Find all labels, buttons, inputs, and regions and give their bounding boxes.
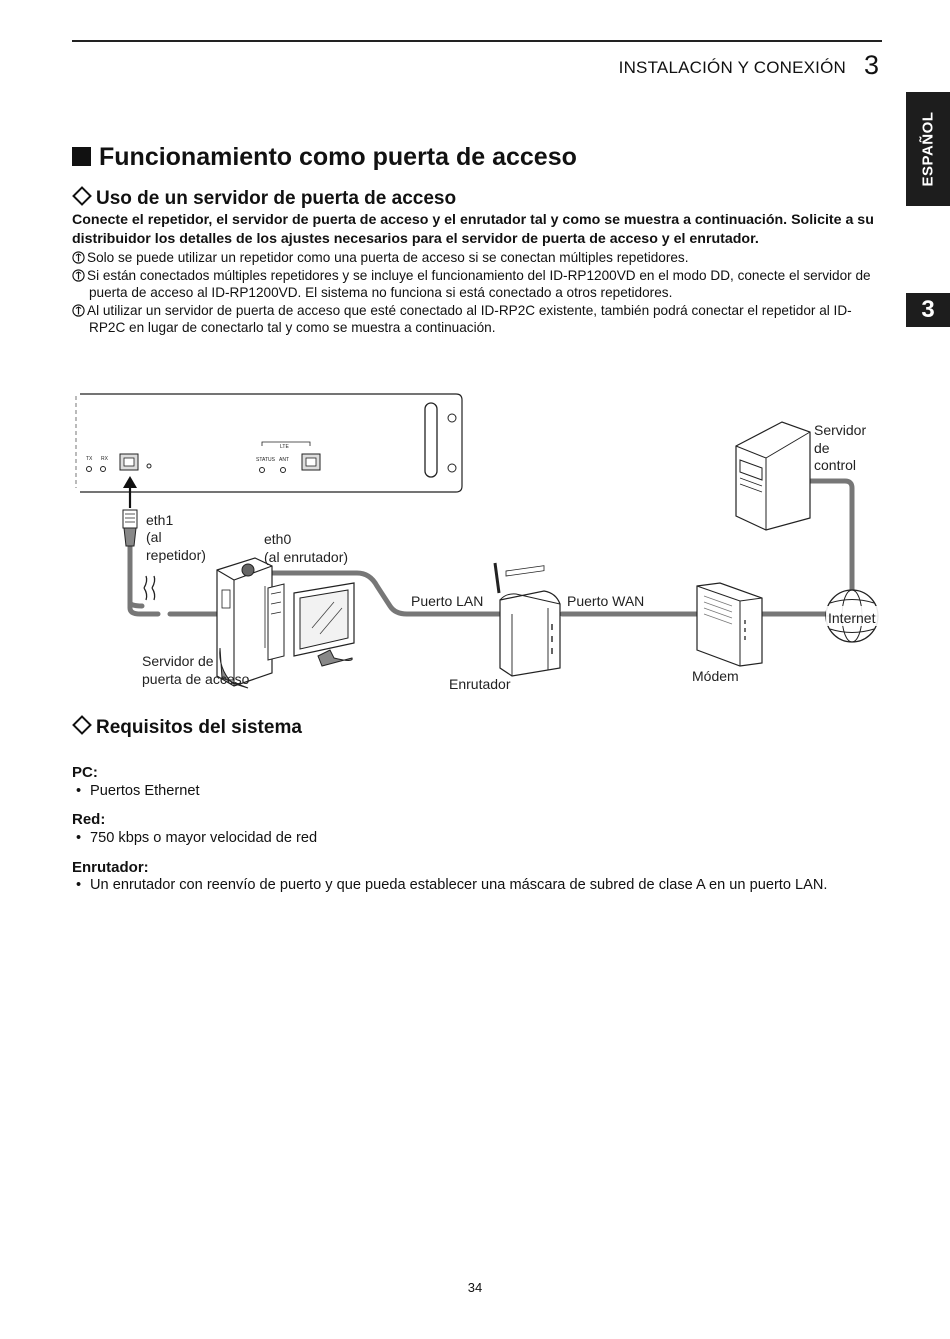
diamond-icon <box>72 715 92 735</box>
ethernet-plug-icon <box>123 510 137 546</box>
eth1-label-1: eth1 <box>146 512 174 528</box>
gateway-server-icon <box>217 558 284 688</box>
requirement-label-router: Enrutador: <box>72 859 149 876</box>
control-server-icon <box>736 422 810 530</box>
wan-port-label: Puerto WAN <box>567 593 645 609</box>
rx-label: RX <box>101 456 108 462</box>
intro-paragraph: Conecte el repetidor, el servidor de puerta de acceso y el enrutador tal y como se muestra a continuación. Solicite a su distribuidor los detalles de los ajustes necesarios para el servidor de puerta de acceso y el enrutador. <box>72 212 874 247</box>
control-server-label-2: de <box>814 440 830 456</box>
repeater-panel <box>76 394 462 492</box>
ant-label: ANT <box>279 457 289 463</box>
requirement-item-router: • Un enrutador con reenvío de puerto y que pueda establecer una máscara de subred de clase A en un puerto LAN. <box>76 877 828 893</box>
section-title-text: Funcionamiento como puerta de acceso <box>99 143 577 171</box>
header-section-title: INSTALACIÓN Y CONEXIÓN <box>618 58 846 77</box>
page-number: 34 <box>467 1280 483 1295</box>
lan-port-label: Puerto LAN <box>411 593 484 609</box>
eth1-label-2: (al <box>146 529 162 545</box>
router-icon <box>495 563 560 676</box>
control-server-label-3: control <box>814 457 857 473</box>
router-label: Enrutador <box>449 676 511 692</box>
subsection-title-text: Uso de un servidor de puerta de acceso <box>96 188 457 209</box>
network-diagram <box>72 388 892 708</box>
chapter-tab: 3 <box>906 293 950 327</box>
section-title <box>72 143 577 172</box>
gateway-server-label-1: Servidor de <box>142 653 214 669</box>
subsection-title-text: Requisitos del sistema <box>96 717 302 738</box>
control-server-label-1: Servidor <box>814 422 867 438</box>
eth1-label-3: repetidor) <box>146 547 206 563</box>
requirement-item-network: • 750 kbps o mayor velocidad de red <box>76 830 318 846</box>
header-chapter-number: 3 <box>864 50 880 80</box>
internet-label: Internet <box>828 610 876 626</box>
eth0-label-2: (al enrutador) <box>264 549 349 565</box>
info-icon <box>72 249 87 266</box>
language-tab-label: ESPAÑOL <box>919 111 937 187</box>
requirement-label-network: Red: <box>72 811 106 828</box>
note-2: Si están conectados múltiples repetidores y se incluye el funcionamiento del ID-RP1200VD en el modo DD, conecte el servidor de puerta de acceso al ID-RP1200VD. El sistema no funciona si está conectado a otros repetidores. <box>72 267 884 301</box>
subsection-title-requirements <box>72 717 302 739</box>
monitor-icon <box>294 583 354 666</box>
header-rule <box>72 40 882 42</box>
diamond-icon <box>72 186 92 206</box>
info-icon <box>72 302 87 319</box>
status-label: STATUS <box>256 457 275 463</box>
requirement-label-pc: PC: <box>72 764 98 781</box>
tx-label: TX <box>86 456 93 462</box>
note-3: Al utilizar un servidor de puerta de acceso que esté conectado al ID-RP2C existente, también podrá conectar el repetidor al ID-RP2C en lugar de conectarlo tal y como se muestra a continuación. <box>72 302 884 336</box>
subsection-title-gateway <box>72 188 456 210</box>
lte-label: LTE <box>280 444 289 450</box>
gateway-server-label-2: puerta de acceso <box>142 671 250 687</box>
language-tab <box>906 92 950 206</box>
modem-label: Módem <box>692 668 739 684</box>
modem-icon <box>697 583 762 666</box>
eth0-label-1: eth0 <box>264 531 292 547</box>
note-1: Solo se puede utilizar un repetidor como una puerta de acceso si se conectan múltiples repetidores. <box>72 249 884 266</box>
info-icon <box>72 267 87 284</box>
square-bullet-icon <box>72 147 91 166</box>
requirement-item-pc: • Puertos Ethernet <box>76 783 200 799</box>
